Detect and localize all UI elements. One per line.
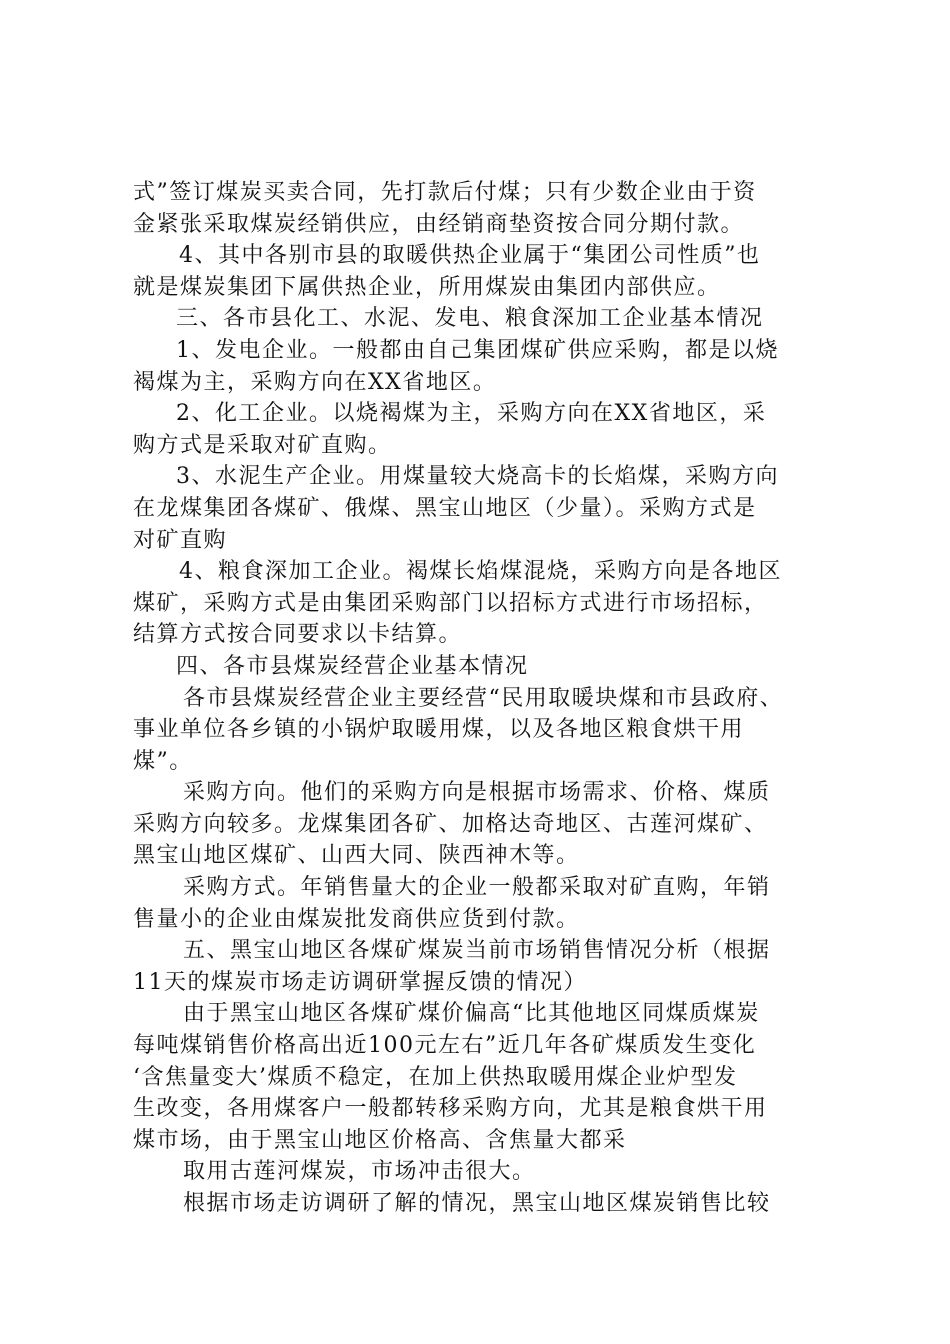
body-line: ‘含焦量变大’煤质不稳定，在加上供热取暖用煤企业炉型发: [133, 1064, 738, 1090]
body-line: 煤”。: [133, 748, 193, 774]
body-line: 式”签订煤炭买卖合同，先打款后付煤；只有少数企业由于资: [133, 180, 757, 205]
body-line: 黑宝山地区煤矿、山西大同、陕西神木等。: [133, 843, 580, 869]
section-heading: 五、黑宝山地区各煤矿煤炭当前市场销售情况分析（根据: [183, 938, 771, 964]
body-line: 采购方向较多。龙煤集团各矿、加格达奇地区、古莲河煤矿、: [133, 811, 768, 837]
body-line: 11天的煤炭市场走访调研掌握反馈的情况）: [133, 969, 587, 995]
body-line: 褐煤为主，采购方向在XX省地区。: [133, 369, 497, 395]
section-heading: 三、各市县化工、水泥、发电、粮食深加工企业基本情况: [176, 306, 764, 332]
body-line: 生改变，各用煤客户一般都转移采购方向，尤其是粮食烘干用: [133, 1096, 768, 1122]
body-line: 金紧张采取煤炭经销供应，由经销商垫资按合同分期付款。: [133, 211, 745, 237]
body-line: 购方式是采取对矿直购。: [133, 432, 392, 458]
body-line: 4、粮食深加工企业。褐煤长焰煤混烧，采购方向是各地区: [179, 559, 782, 585]
body-line: 煤市场，由于黑宝山地区价格高、含焦量大都采: [133, 1127, 627, 1153]
body-line: 煤矿，采购方式是由集团采购部门以招标方式进行市场招标，: [133, 590, 768, 616]
body-line: 4、其中各别市县的取暖供热企业属于“集团公司性质”也: [179, 243, 761, 269]
body-line: 在龙煤集团各煤矿、俄煤、黑宝山地区（少量）。采购方式是: [133, 495, 757, 521]
body-line: 根据市场走访调研了解的情况，黑宝山地区煤炭销售比较: [183, 1191, 771, 1216]
body-line: 各市县煤炭经营企业主要经营“民用取暖块煤和市县政府、: [183, 685, 784, 711]
section-heading: 四、各市县煤炭经营企业基本情况: [176, 653, 529, 679]
body-line: 采购方向。他们的采购方向是根据市场需求、价格、煤质: [183, 780, 771, 806]
body-line: 2、化工企业。以烧褐煤为主，采购方向在XX省地区，采: [176, 401, 767, 427]
body-line: 3、水泥生产企业。用煤量较大烧高卡的长焰煤，采购方向: [176, 464, 779, 490]
body-line: 结算方式按合同要求以卡结算。: [133, 622, 463, 648]
body-line: 对矿直购: [133, 527, 228, 553]
body-line: 1、发电企业。一般都由自己集团煤矿供应采购，都是以烧: [176, 337, 779, 363]
body-line: 每吨煤销售价格高出近100元左右”近几年各矿煤质发生变化: [133, 1033, 757, 1059]
body-line: 售量小的企业由煤炭批发商供应货到付款。: [133, 906, 580, 932]
body-line: 就是煤炭集团下属供热企业，所用煤炭由集团内部供应。: [133, 274, 721, 300]
body-line: 由于黑宝山地区各煤矿煤价偏高“比其他地区同煤质煤炭: [183, 1001, 760, 1027]
body-line: 取用古莲河煤炭，市场冲击很大。: [183, 1159, 536, 1185]
document-body: [133, 177, 833, 1220]
body-line: 事业单位各乡镇的小锅炉取暖用煤，以及各地区粮食烘干用: [133, 717, 745, 743]
body-line: 采购方式。年销售量大的企业一般都采取对矿直购，年销: [183, 875, 771, 901]
